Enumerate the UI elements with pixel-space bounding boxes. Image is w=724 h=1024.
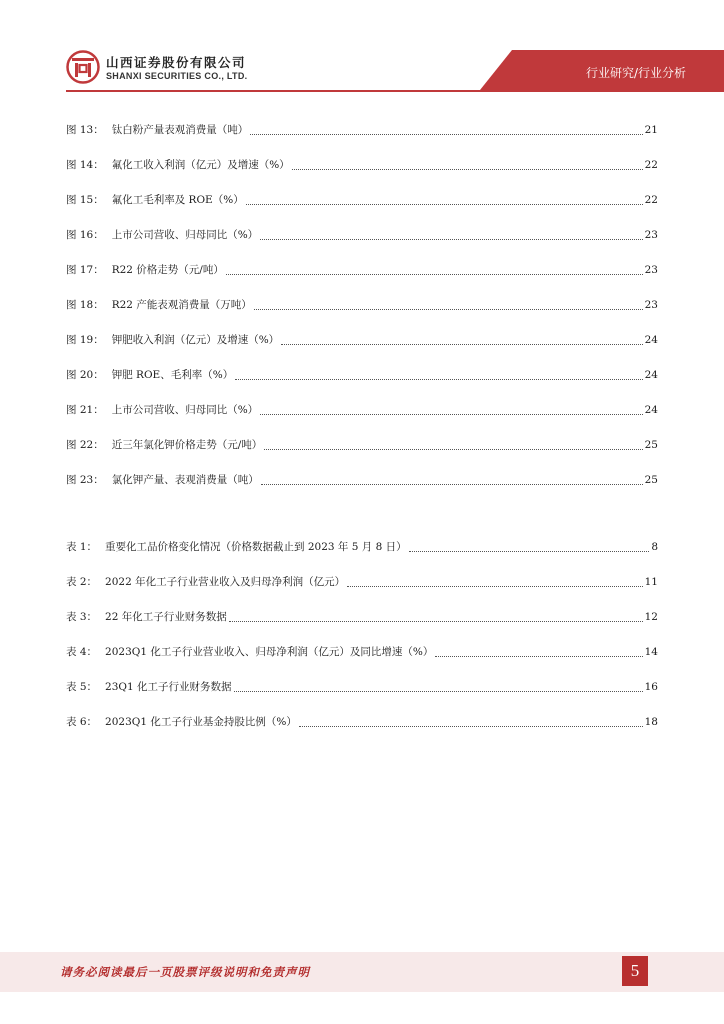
toc-entry-figure-18[interactable]: [66, 294, 658, 312]
toc-page-number: 14: [644, 646, 658, 658]
toc-label: 图 21：: [66, 404, 104, 416]
toc-page-number: 25: [644, 474, 658, 486]
toc-title: 重要化工品价格变化情况（价格数据截止到 2023 年 5 月 8 日）: [105, 541, 407, 553]
toc-leader-dots: [292, 159, 643, 170]
toc-leader-dots: [229, 611, 643, 622]
toc-entry-figure-14[interactable]: [66, 154, 658, 172]
company-logo-icon: [66, 50, 100, 84]
toc-leader-dots: [435, 646, 642, 657]
toc-title: 钛白粉产量表观消费量（吨）: [111, 124, 249, 136]
toc-title: 钾肥 ROE、毛利率（%）: [111, 369, 234, 381]
toc-leader-dots: [226, 264, 643, 275]
toc-entry-table-3[interactable]: [66, 606, 658, 624]
toc-entry-table-1[interactable]: [66, 536, 658, 554]
toc-entry-table-5[interactable]: [66, 676, 658, 694]
toc-label: 图 18：: [66, 299, 104, 311]
toc-page-number: 16: [644, 681, 658, 693]
toc-title: 2022 年化工子行业营业收入及归母净利润（亿元）: [105, 576, 346, 588]
toc-page-number: 22: [644, 194, 658, 206]
toc-leader-dots: [299, 716, 643, 727]
toc-label: 表 6：: [66, 716, 98, 728]
toc-page-number: 24: [644, 369, 658, 381]
toc-label: 图 14：: [66, 159, 104, 171]
toc-entry-figure-21[interactable]: [66, 399, 658, 417]
toc-title: 2023Q1 化工子行业营业收入、归母净利润（亿元）及同比增速（%）: [105, 646, 434, 658]
toc-page-number: 24: [644, 404, 658, 416]
toc-label: 图 15：: [66, 194, 104, 206]
toc-leader-dots: [235, 369, 642, 380]
toc-entry-figure-22[interactable]: [66, 434, 658, 452]
toc-title: 22 年化工子行业财务数据: [105, 611, 227, 623]
toc-page-number: 21: [644, 124, 658, 136]
toc-label: 图 22：: [66, 439, 104, 451]
toc-leader-dots: [264, 439, 642, 450]
toc-page-number: 22: [644, 159, 658, 171]
toc-entry-figure-23[interactable]: [66, 469, 658, 487]
toc-leader-dots: [254, 299, 643, 310]
toc-label: 表 3：: [66, 611, 98, 623]
toc-page-number: 11: [644, 576, 658, 588]
toc-entry-figure-19[interactable]: [66, 329, 658, 347]
toc-title: 上市公司营收、归母同比（%）: [111, 229, 259, 241]
toc-title: 氟化工毛利率及 ROE（%）: [111, 194, 244, 206]
toc-leader-dots: [234, 681, 643, 692]
toc-leader-dots: [261, 474, 643, 485]
toc-page-number: 24: [644, 334, 658, 346]
toc-label: 表 5：: [66, 681, 98, 693]
toc-leader-dots: [347, 576, 643, 587]
toc-page-number: 12: [644, 611, 658, 623]
toc-label: 表 1：: [66, 541, 98, 553]
toc-leader-dots: [260, 229, 642, 240]
toc-leader-dots: [260, 404, 642, 415]
toc-label: 表 2：: [66, 576, 98, 588]
toc-entry-figure-16[interactable]: [66, 224, 658, 242]
toc-page-number: 23: [644, 229, 658, 241]
toc-page-number: 25: [644, 439, 658, 451]
toc-title: 上市公司营收、归母同比（%）: [111, 404, 259, 416]
toc-title: 近三年氯化钾价格走势（元/吨）: [111, 439, 263, 451]
brand-name-en: SHANXI SECURITIES CO., LTD.: [106, 71, 248, 81]
toc-entry-figure-20[interactable]: [66, 364, 658, 382]
toc-label: 图 13：: [66, 124, 104, 136]
toc-leader-dots: [409, 541, 650, 552]
toc-title: 23Q1 化工子行业财务数据: [105, 681, 232, 693]
page-footer: [0, 952, 724, 992]
toc-label: 图 23：: [66, 474, 104, 486]
toc-entry-figure-17[interactable]: [66, 259, 658, 277]
toc-label: 图 20：: [66, 369, 104, 381]
toc-title: 2023Q1 化工子行业基金持股比例（%）: [105, 716, 297, 728]
toc-leader-dots: [246, 194, 643, 205]
toc-title: 钾肥收入利润（亿元）及增速（%）: [111, 334, 280, 346]
toc-entry-figure-15[interactable]: [66, 189, 658, 207]
toc-label: 表 4：: [66, 646, 98, 658]
section-tag: 行业研究/行业分析: [585, 66, 686, 80]
toc-entry-table-2[interactable]: [66, 571, 658, 589]
toc-label: 图 17：: [66, 264, 104, 276]
toc-entry-table-6[interactable]: [66, 711, 658, 729]
toc-page-number: 23: [644, 264, 658, 276]
toc-page-number: 8: [651, 541, 658, 553]
page-header: [0, 0, 724, 100]
header-red-band: [0, 0, 724, 100]
disclaimer-notice: 请务必阅读最后一页股票评级说明和免责声明: [60, 965, 310, 979]
toc-title: 氯化钾产量、表观消费量（吨）: [111, 474, 259, 486]
toc-title: 氟化工收入利润（亿元）及增速（%）: [111, 159, 290, 171]
toc-leader-dots: [281, 334, 642, 345]
toc-page-number: 18: [644, 716, 658, 728]
toc-leader-dots: [250, 124, 642, 135]
toc-page-number: 23: [644, 299, 658, 311]
toc-entry-table-4[interactable]: [66, 641, 658, 659]
toc-label: 图 16：: [66, 229, 104, 241]
toc-entry-figure-13[interactable]: [66, 119, 658, 137]
toc-label: 图 19：: [66, 334, 104, 346]
page-number-badge: 5: [622, 956, 648, 986]
toc-title: R22 产能表观消费量（万吨）: [111, 299, 252, 311]
toc-title: R22 价格走势（元/吨）: [111, 264, 224, 276]
brand-name-cn: 山西证券股份有限公司: [106, 55, 247, 70]
